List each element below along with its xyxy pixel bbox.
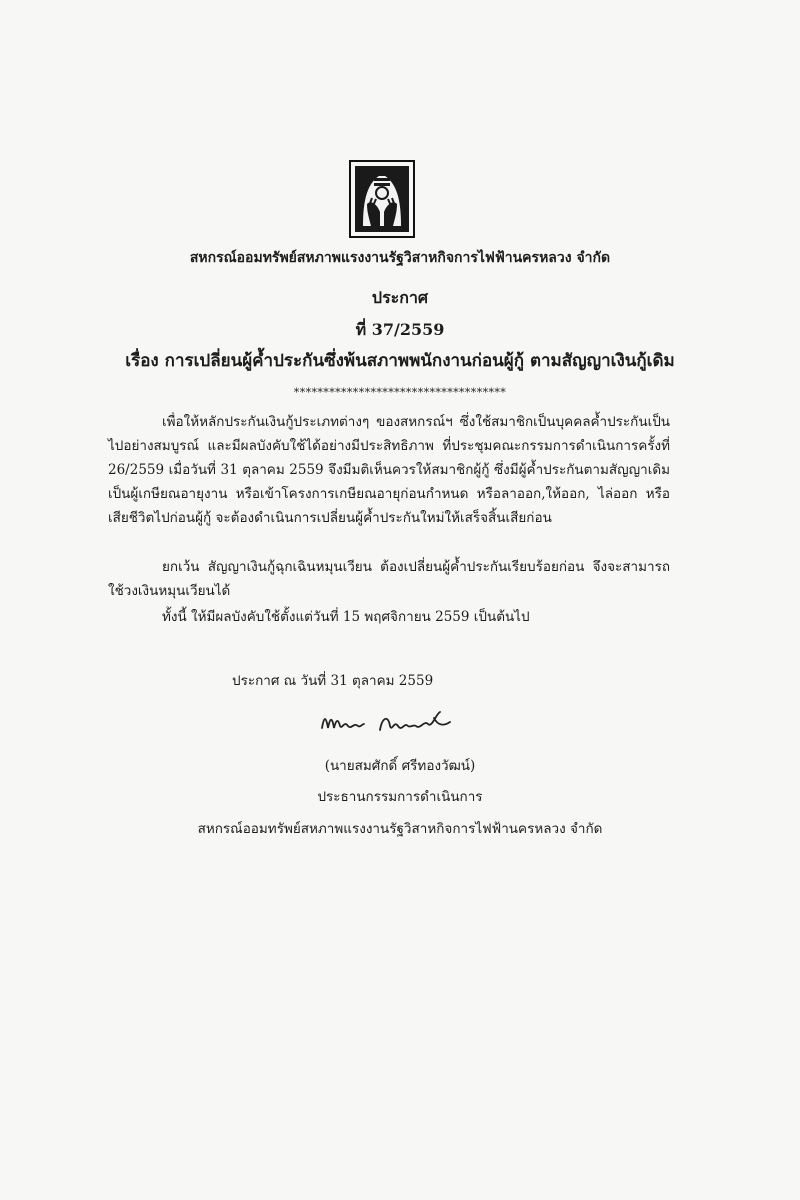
organization-name: สหกรณ์ออมทรัพย์สหภาพแรงงานรัฐวิสาหกิจการไฟฟ้านครหลวง จำกัด bbox=[189, 250, 611, 266]
signer-name: (นายสมศักดิ์ ศรีทองวัฒน์) bbox=[324, 758, 476, 774]
announcement-date: ประกาศ ณ วันที่ 31 ตุลาคม 2559 bbox=[232, 673, 434, 689]
announcement-title: ประกาศ bbox=[371, 288, 429, 307]
cooperative-logo bbox=[349, 160, 415, 238]
handwritten-signature bbox=[318, 704, 458, 740]
body-paragraph-3: ทั้งนี้ ให้มีผลบังคับใช้ตั้งแต่วันที่ 15 พฤศจิกายน 2559 เป็นต้นไป bbox=[162, 609, 530, 625]
separator-line: ************************************ bbox=[293, 386, 507, 399]
announcement-number: ที่ 37/2559 bbox=[355, 320, 445, 339]
signer-position: ประธานกรรมการดำเนินการ bbox=[317, 789, 483, 805]
body-paragraph-2: ยกเว้น สัญญาเงินกู้ฉุกเฉินหมุนเวียน ต้องเปลี่ยนผู้ค้ำประกันเรียบร้อยก่อน จึงจะสามารถใช้วงเงินหมุนเวียนได้ bbox=[108, 559, 670, 599]
announcement-subject: เรื่อง การเปลี่ยนผู้ค้ำประกันซึ่งพ้นสภาพพนักงานก่อนผู้กู้ ตามสัญญาเงินกู้เดิม bbox=[125, 351, 675, 371]
body-paragraph-1: เพื่อให้หลักประกันเงินกู้ประเภทต่างๆ ของสหกรณ์ฯ ซึ่งใช้สมาชิกเป็นบุคคลค้ำประกันเป็นไปอย่างสมบูรณ์ และมีผลบังคับใช้ได้อย่างมีประสิทธิภาพ ที่ประชุมคณะกรรมการดำเนินการครั้งที่ 26/2559 เมื่อวันที่ 31 ตุลาคม 2559 จึงมีมติเห็นควรให้สมาชิกผู้กู้ ซึ่งมีผู้ค้ำประกันตามสัญญาเดิมเป็นผู้เกษียณอายุงาน หรือเข้าโครงการเกษียณอายุก่อนกำหนด หรือลาออก,ให้ออก, ไล่ออก หรือเสียชีวิตไปก่อนผู้กู้ จะต้องดำเนินการเปลี่ยนผู้ค้ำประกันใหม่ให้เสร็จสิ้นเสียก่อน bbox=[108, 414, 670, 526]
signer-organization: สหกรณ์ออมทรัพย์สหภาพแรงงานรัฐวิสาหกิจการไฟฟ้านครหลวง จำกัด bbox=[197, 821, 603, 837]
